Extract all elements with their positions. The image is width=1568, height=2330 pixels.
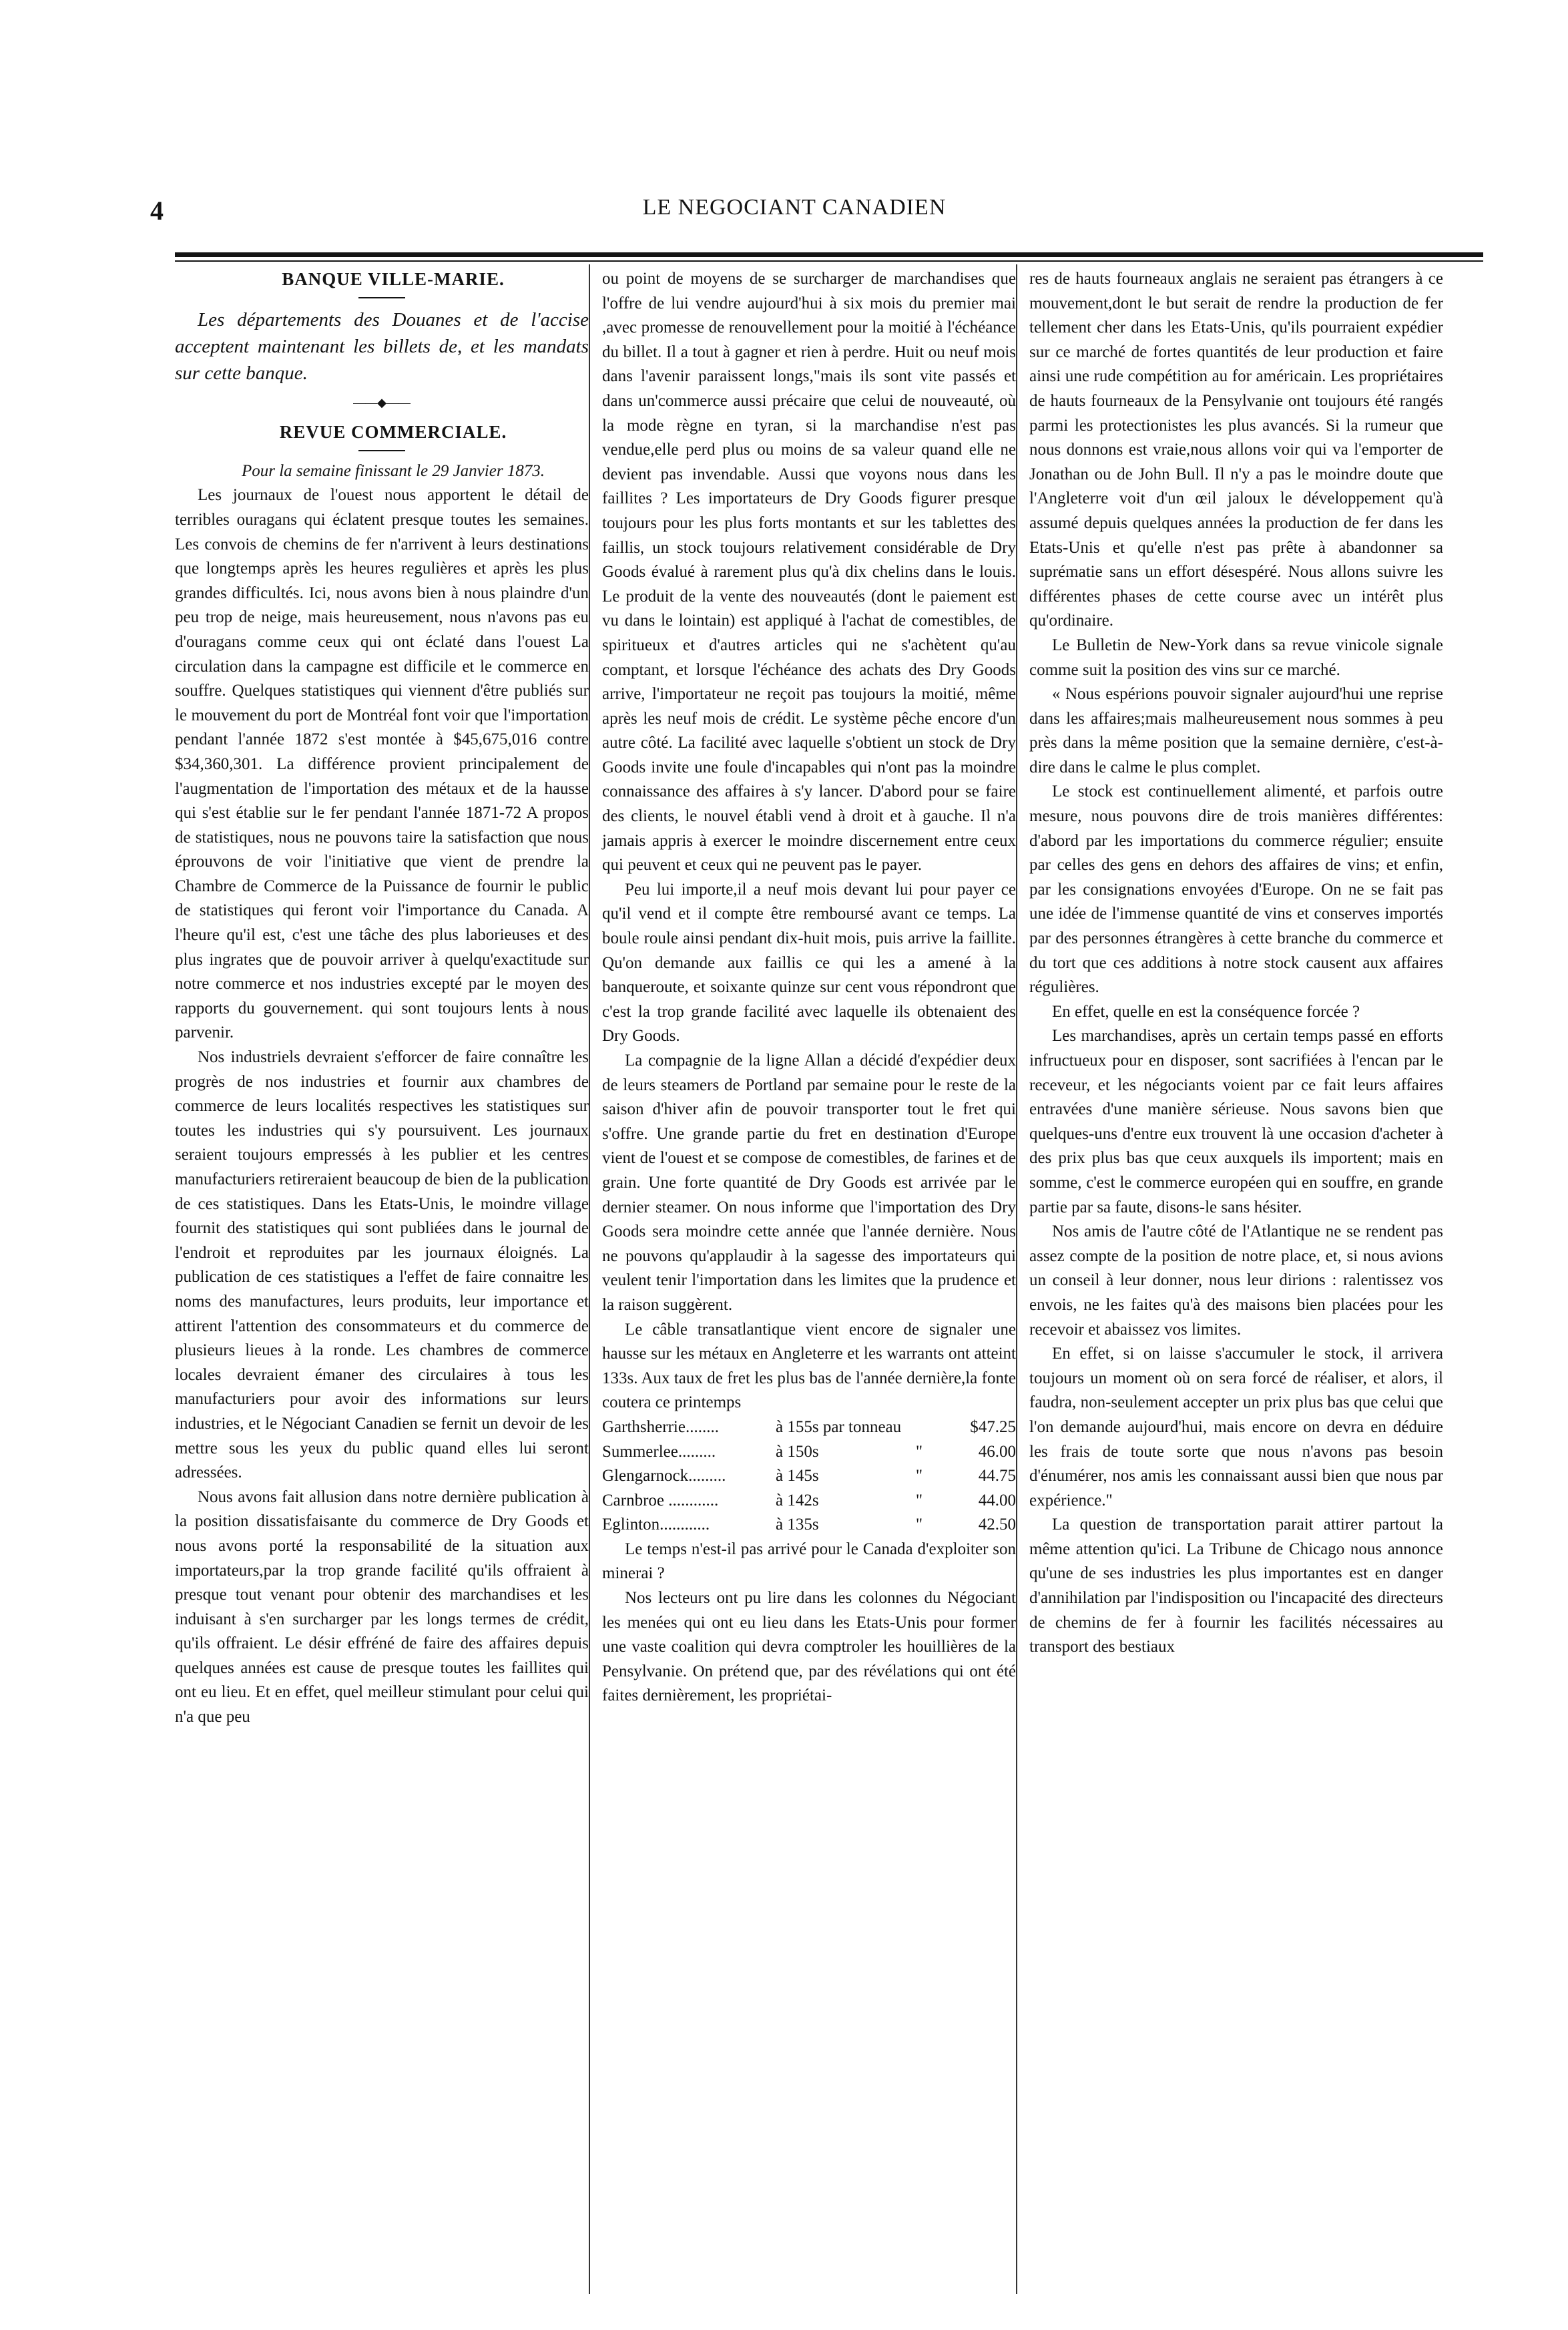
- paragraph: En effet, quelle en est la conséquence forcée ?: [1052, 1002, 1360, 1021]
- section-heading-revue: REVUE COMMERCIALE.: [279, 422, 507, 443]
- price-row-mark: ": [915, 1467, 923, 1485]
- paragraph: « Nous espérions pouvoir signaler aujourd'hui une reprise dans les affaires;mais malheureusement nous sommes à peu près dans la même position que la semaine dernière, c'est-à-dire dans le calme le plus complet.: [1029, 685, 1443, 776]
- paragraph: Les journaux de l'ouest nous apportent le détail de terribles ouragans qui éclatent presque toutes les semaines. Les convois de chemins de fer n'arrivent à leurs destinations que longtemps après les heures regulières et après les plus grandes difficultés. Ici, nous avons bien à nous plaindre d'un peu trop de neige, mais heureusement, nous n'avons pas eu d'ouragans comme ceux qui ont éclaté dans l'ouest La circulation dans la campagne est difficile et le commerce en souffre. Quelques statistiques qui viennent d'être publiés sur le mouvement du port de Montréal font voir que l'importation pendant l'année 1872 s'est montée à $45,675,016 contre $34,360,301. La différence provient principalement de l'augmentation de l'importation des métaux et de la hausse qui s'est établie sur le fer pendant l'année 1871-72 A propos de statistiques, nous ne pouvons taire la satisfaction que nous éprouvons de voir l'initiative que vient de prendre la Chambre de Commerce de la Puissance de fournir le public de statistiques qui feront voir l'importance du Canada. A l'heure qu'il est, c'est une tâche des plus laborieuses et des plus ingrates que de pouvoir arriver à quelqu'exactitude sur notre commerce et nos industries excepté par le moyen des rapports du gouvernement. qui sont toujours lents à nous parvenir.: [175, 486, 589, 1042]
- column-divider-2: [1016, 264, 1017, 2294]
- dateline: Pour la semaine finissant le 29 Janvier 1873.: [241, 461, 545, 480]
- paragraph: Nos industriels devraient s'efforcer de faire connaître les progrès de nos industries et fournir aux chambres de commerce de leurs localités respectives les statistiques sur toutes les industries qui s'y poursuivent. Les journaux seraient toujours empressés à les publier et les centres manufacturiers retireraient beaucoup de bien de la publication de ces statistiques. Dans les Etats-Unis, le moindre village fournit des statistiques qui sont publiées dans le journal de l'endroit et reproduites par les journaux éloignés. La publication de ces statistiques a l'effet de faire connaitre les noms des manufactures, leurs produits, leur importance et attirent l'attention des consommateurs et du commerce de plusieurs lieues à la ronde. Les chambres de commerce locales devraient émaner des circulaires à tous les manufacturiers pour avoir des informations sur leurs industries, et le Négociant Canadien se fernit un devoir de les mettre sous les yeux du public quand elles lui seront adressées.: [175, 1048, 589, 1482]
- paragraph: ou point de moyens de se surcharger de marchandises que l'offre de lui vendre aujourd'hui à six mois du premier mai ,avec promesse de renouvellement pour la moitié à l'échéance du billet. Il a tout à gagner et rien à perdre. Huit ou neuf mois dans l'avenir paraissent longs,"mais ils sont vite passés et dans un'commerce aussi précaire que celui de nouveauté, où la mode règne en tyran, si la marchandise n'est pas vendue,elle perd plus ou moins de sa valeur quand elle ne devient pas invendable. Aussi que voyons nous dans les faillites ? Les importateurs de Dry Goods figurer presque toujours pour les plus forts montants et sur les tablettes des faillis, un stock toujours relativement considérable de Dry Goods évalué à rarement plus qu'à dix chelins dans le louis. Le produit de la vente des nouveautés (dont le paiement est vu dans le lointain) est appliqué à l'achat de comestibles, de spiritueux et d'autres articles qui ne s'achètent qu'au comptant, et lorsque l'échéance des achats des Dry Goods arrive, l'importateur ne reçoit pas toujours la moitié, même après les neuf mois de crédit. Le système pêche encore d'un autre côté. La facilité avec laquelle s'obtient un stock de Dry Goods invite une foule d'incapables qui n'ont pas la moindre connaissance des affaires à s'y lancer. D'abord pour se faire des clients, le nouvel établi vend à droit et à gauche. Il n'a jamais appris à exercer le moindre discernement entre ceux qui peuvent et ceux qui ne peuvent pas le payer.: [602, 270, 1016, 875]
- price-row-price: à 135s: [776, 1516, 819, 1534]
- price-row-amount: 44.00: [978, 1491, 1016, 1509]
- paragraph: En effet, si on laisse s'accumuler le stock, il arrivera toujours un moment où on sera forcé de réaliser, et alors, il faudra, non-seulement accepter un prix plus bas que celui que l'on demande aujourd'hui, mais encore on devra en déduire les frais de toute sorte que nous n'avons pas besoin d'énumérer, nos amis les connaissant aussi bien que nous par expérience.": [1029, 1345, 1443, 1509]
- paragraph: Le stock est continuellement alimenté, et parfois outre mesure, nous pouvons dire de trois manières différentes: d'abord par les importations du commerce régulier; ensuite par celles des gens en dehors des affaires de vins; et enfin, par les consignations envoyées d'Europe. On ne se fait pas une idée de l'immense quantité de vins et conserves importés par des personnes étrangères à cette branche du commerce et du tort que ces additions à notre stock causent aux affaires régulières.: [1029, 782, 1443, 997]
- paragraph: Nos amis de l'autre côté de l'Atlantique ne se rendent pas assez compte de la position de notre place, et, si nous avions un conseil à leur donner, nous leur dirions : ralentissez vos envois, ne les faites qu'à des maisons bien placées pour les recevoir et abaissez vos limites.: [1029, 1222, 1443, 1339]
- paragraph: Le Bulletin de New-York dans sa revue vinicole signale comme suit la position des vins sur ce marché.: [1029, 636, 1443, 679]
- price-row-mark: ": [915, 1442, 923, 1461]
- banque-notice: Les départements des Douanes et de l'accise acceptent maintenant les billets de, et les mandats sur cette banque.: [175, 308, 589, 384]
- ornament-divider: ——◆——: [353, 395, 411, 409]
- paragraph: Le temps n'est-il pas arrivé pour le Canada d'exploiter son minerai ?: [602, 1540, 1016, 1583]
- column-2: [602, 267, 1016, 1708]
- price-row-mark: ": [915, 1516, 923, 1534]
- price-row: [602, 1415, 1016, 1440]
- paragraph: Nos lecteurs ont pu lire dans les colonnes du Négociant les menées qui ont eu lieu dans les Etats-Unis pour former une vaste coalition qui devra comptroler les houillières de la Pensylvanie. On prétend que, par des révélations qui ont été faites dernièrement, les propriétai-: [602, 1589, 1016, 1705]
- price-row-price: à 142s: [776, 1491, 819, 1509]
- paragraph: Peu lui importe,il a neuf mois devant lui pour payer ce qu'il vend et il compte être remboursé avant ce temps. La boule roule ainsi pendant dix-huit mois, puis arrive la faillite. Qu'on demande aux faillis ce qui les a amené à la banqueroute, et soixante quinze sur cent vous répondront que c'est la trop grande facilité avec laquelle ils obtenaient des Dry Goods.: [602, 880, 1016, 1045]
- price-row-name: Carnbroe ............: [602, 1491, 719, 1509]
- price-row-mark: [936, 1415, 943, 1440]
- price-row-price: à 145s: [776, 1467, 819, 1485]
- header-rule-thin: [175, 260, 1483, 262]
- price-row: [602, 1464, 1016, 1489]
- paragraph: Nous avons fait allusion dans notre dernière publication à la position dissatisfaisante du commerce de Dry Goods et nous avons porté la responsabilité de la situation aux importateurs,par la trop grande facilité qu'ils offraient à presque tout venant pour obtenir des marchandises et les induisant à s'en surcharger par les longs termes de crédit, qu'ils offraient. Le désir effréné de faire des affaires depuis quelques années est cause de presque toutes les faillites qui ont eu lieu. Et en effet, quel meilleur stimulant pour celui qui n'a que peu: [175, 1487, 589, 1726]
- price-row-amount: 46.00: [978, 1442, 1016, 1461]
- price-table: [602, 1415, 1016, 1538]
- heading-rule: [358, 297, 405, 298]
- page-header: [150, 195, 1439, 235]
- column-3: [1029, 267, 1443, 1660]
- heading-rule: [358, 450, 405, 451]
- page-number: 4: [150, 196, 164, 226]
- price-row-price: à 150s: [776, 1442, 819, 1461]
- column-divider-1: [589, 264, 590, 2294]
- running-title: LE NEGOCIANT CANADIEN: [642, 195, 947, 220]
- price-row: [602, 1440, 1016, 1465]
- price-row-mark: ": [915, 1491, 923, 1509]
- price-row: [602, 1489, 1016, 1513]
- price-row: [602, 1513, 1016, 1538]
- header-rule-thick: [175, 252, 1483, 257]
- paragraph: Le câble transatlantique vient encore de signaler une hausse sur les métaux en Angleterre et les warrants ont atteint 133s. Aux taux de fret les plus bas de l'année dernière,la fonte coutera ce printemps: [602, 1320, 1016, 1412]
- price-row-amount: 42.50: [978, 1516, 1016, 1534]
- price-row-name: Garthsherrie........: [602, 1417, 719, 1436]
- paragraph: res de hauts fourneaux anglais ne seraient pas étrangers à ce mouvement,dont le but serait de rendre la production de fer tellement cher dans les Etats-Unis, qu'ils pourraient expédier sur ce marché de fortes quantités de leur production et faire ainsi une rude compétition au for américain. Les propriétaires de hauts fourneaux de la Pensylvanie ont toujours été rangés parmi les protectionistes les plus avancés. Si la rumeur que nous donnons est vraie,nous allons voir qui va l'emporter de Jonathan ou de John Bull. Il n'y a pas le moindre doute que l'Angleterre voit d'un œil jaloux le développement qu'à assumé depuis quelques années la production de fer dans les Etats-Unis et qu'elle n'est pas prête à abandonner sa suprématie sans un effort désespéré. Nous allons suivre les différentes phases de cette course avec un intérêt plus qu'ordinaire.: [1029, 270, 1443, 630]
- section-heading-banque: BANQUE VILLE-MARIE.: [282, 269, 505, 289]
- price-row-amount: 44.75: [978, 1467, 1016, 1485]
- price-row-name: Summerlee.........: [602, 1442, 716, 1461]
- paragraph: Les marchandises, après un certain temps passé en efforts infructueux pour en disposer, sont sacrifiées à l'encan par le receveur, et les négociants voient par ce fait leurs affaires entravées d'une manière sérieuse. Nous savons bien que quelques-uns d'entre eux trouvent là une occasion d'acheter à des prix plus bas que ceux auxquels ils importent; mais en somme, c'est le commerce européen qui en souffre, en grande partie par sa faute, disons-le sans hésiter.: [1029, 1027, 1443, 1216]
- paragraph: La compagnie de la ligne Allan a décidé d'expédier deux de leurs steamers de Portland par semaine pour le reste de la saison d'hiver afin de pouvoir transporter tout le fret qui s'offre. Une grande partie du fret en destination d'Europe vient de l'ouest et se compose de comestibles, de farines et de grain. Une forte quantité de Dry Goods est arrivée par le dernier steamer. On nous informe que l'importation des Dry Goods sera moindre cette année que l'année dernière. Nous ne pouvons qu'applaudir à la sagesse des importateurs qui veulent tenir l'importation dans les limites que la prudence et la raison suggèrent.: [602, 1052, 1016, 1314]
- price-row-name: Eglinton............: [602, 1516, 710, 1534]
- price-row-price: à 155s par tonneau: [776, 1417, 902, 1436]
- price-row-amount: $47.25: [970, 1417, 1016, 1436]
- column-1: [175, 267, 589, 1730]
- price-row-name: Glengarnock.........: [602, 1467, 726, 1485]
- paragraph: La question de transportation parait attirer partout la même attention qu'ici. La Tribune de Chicago nous annonce qu'une de ses industries les plus importantes est en danger d'annihilation par l'indisposition ou l'incapacité des directeurs de chemins de fer à fournir les facilités nécessaires au transport des bestiaux: [1029, 1516, 1443, 1656]
